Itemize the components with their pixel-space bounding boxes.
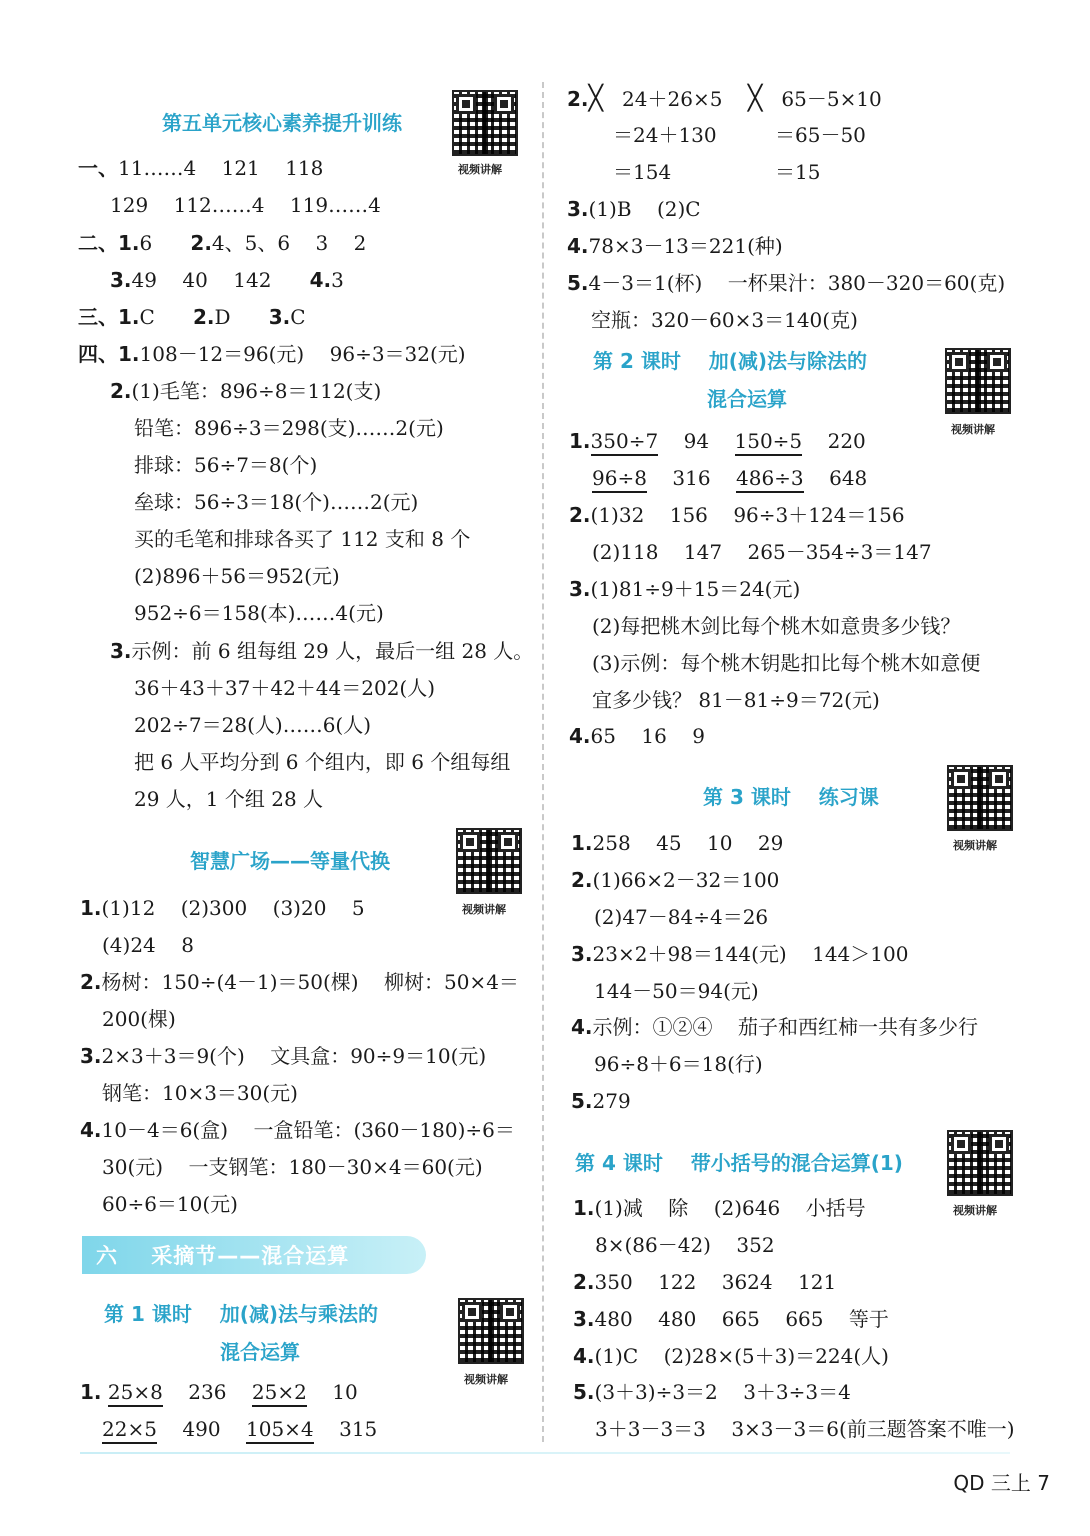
answer-line: 8×(86－42) 352: [595, 1233, 775, 1257]
answer-line: 22×5 490 105×4 315: [102, 1414, 377, 1444]
answer-line: (4)24 8: [102, 933, 194, 957]
lesson2-title: 第 2 课时 加(减)法与除法的: [593, 349, 867, 373]
answer-line: 1.(1)12 (2)300 (3)20 5: [80, 896, 365, 920]
answer-line: 29 人，1 个组 28 人: [134, 787, 324, 811]
lesson2-subtitle: 混合运算: [707, 387, 787, 411]
answer-line: 排球：56÷7＝8(个): [134, 453, 318, 477]
answer-line: 4.10－4＝6(盒) 一盒铅笔：(360－180)÷6＝: [80, 1118, 515, 1142]
answer-line: 空瓶：320－60×3＝140(克): [591, 308, 858, 332]
qr-code-icon[interactable]: [947, 1130, 1013, 1196]
answer-line: 宜多少钱？ 81－81÷9＝72(元): [592, 688, 880, 712]
lesson3-title: 第 3 课时 练习课: [703, 785, 879, 809]
answer-line: ＝154: [613, 160, 672, 184]
answer-line: (2)118 147 265－354÷3＝147: [592, 540, 932, 564]
qr-label: 视频讲解: [458, 163, 502, 176]
qr-code-icon[interactable]: [452, 90, 518, 156]
answer-line: 144－50＝94(元): [594, 979, 759, 1003]
answer-line: 3.480 480 665 665 等于: [573, 1307, 889, 1331]
answer-line: (2)每把桃木剑比每个桃木如意贵多少钱？: [592, 614, 961, 638]
answer-line: 四、1.108－12＝96(元) 96÷3＝32(元): [78, 342, 466, 366]
answer-line: ＝24＋130: [613, 123, 717, 147]
answer-line: 3.示例：前 6 组每组 29 人，最后一组 28 人。: [110, 639, 534, 663]
answer-line: 4.78×3－13＝221(种): [567, 234, 783, 258]
lesson1-subtitle: 混合运算: [220, 1340, 300, 1364]
answer-line: 铅笔：896÷3＝298(支)……2(元): [134, 416, 444, 440]
answer-line: 60÷6＝10(元): [102, 1192, 238, 1216]
answer-line: 买的毛笔和排球各买了 112 支和 8 个: [134, 527, 471, 551]
unit5-title: 第五单元核心素养提升训练: [162, 111, 402, 135]
lesson4-title: 第 4 课时 带小括号的混合运算(1): [575, 1151, 903, 1175]
answer-line: 952÷6＝158(本)……4(元): [134, 601, 384, 625]
answer-line: 5.(3＋3)÷3＝2 3＋3÷3＝4: [573, 1380, 851, 1404]
answer-line: 96÷8 316 486÷3 648: [592, 463, 867, 493]
answer-line: 1.258 45 10 29: [571, 831, 784, 855]
answer-line: (2)47－84÷4＝26: [594, 905, 769, 929]
answer-line: 4.65 16 9: [569, 724, 705, 748]
answer-line: 2.(1)毛笔：896÷8＝112(支): [110, 379, 382, 403]
answer-line: 3＋3－3＝3 3×3－3＝6(前三题答案不唯一): [595, 1417, 1015, 1441]
qr-code-icon[interactable]: [458, 1298, 524, 1364]
page-footer: QD 三上 7: [953, 1471, 1050, 1495]
answer-line: 垒球：56÷3＝18(个)……2(元): [134, 490, 419, 514]
answer-line: 3.2×3＋3＝9(个) 文具盒：90÷9＝10(元): [80, 1044, 487, 1068]
answer-line: 36＋43＋37＋42＋44＝202(人): [134, 676, 436, 700]
qr-code-icon[interactable]: [456, 828, 522, 894]
qr-label: 视频讲解: [951, 423, 995, 436]
answer-line: 1. 25×8 236 25×2 10: [80, 1377, 358, 1407]
answer-line: 3.(1)81÷9＋15＝24(元): [569, 577, 801, 601]
answer-line: (3)示例：每个桃木钥匙扣比每个桃木如意便: [592, 651, 981, 675]
answer-line: 2.╳ 24＋26×5 ╳ 65－5×10: [567, 84, 882, 112]
answer-line: 129 112……4 119……4: [110, 193, 381, 217]
answer-line: ＝15: [775, 160, 821, 184]
answer-line: 钢笔：10×3＝30(元): [102, 1081, 298, 1105]
bottom-rule: [80, 1452, 1010, 1454]
qr-label: 视频讲解: [953, 1204, 997, 1217]
answer-line: 3.23×2＋98＝144(元) 144＞100: [571, 942, 909, 966]
answer-line: 三、1.C 2.D 3.C: [78, 305, 306, 329]
answer-line: ＝65－50: [775, 123, 866, 147]
answer-line: 96÷8＋6＝18(行): [594, 1052, 763, 1076]
answer-line: 2.杨树：150÷(4－1)＝50(棵) 柳树：50×4＝: [80, 970, 519, 994]
answer-line: 2.350 122 3624 121: [573, 1270, 837, 1294]
answer-line: (2)896＋56＝952(元): [134, 564, 340, 588]
answer-line: 2.(1)66×2－32＝100: [571, 868, 780, 892]
answer-line: 5.4－3＝1(杯) 一杯果汁：380－320＝60(克): [567, 271, 1006, 295]
answer-line: 1.(1)减 除 (2)646 小括号: [573, 1196, 866, 1220]
answer-line: 3.(1)B (2)C: [567, 197, 701, 221]
answer-line: 202÷7＝28(人)……6(人): [134, 713, 372, 737]
answer-line: 2.(1)32 156 96÷3＋124＝156: [569, 503, 905, 527]
answer-line: 4.示例：①②④ 茄子和西红柿一共有多少行: [571, 1015, 978, 1039]
answer-line: 4.(1)C (2)28×(5＋3)＝224(人): [573, 1344, 889, 1368]
wisdom-title: 智慧广场——等量代换: [190, 849, 390, 873]
answer-line: 3.49 40 142 4.3: [110, 268, 344, 292]
unit6-banner: 六 采摘节——混合运算: [82, 1236, 426, 1274]
qr-label: 视频讲解: [953, 839, 997, 852]
answer-line: 二、1.6 2.4、5、6 3 2: [78, 231, 367, 255]
answer-line: 1.350÷7 94 150÷5 220: [569, 426, 866, 456]
answer-line: 把 6 人平均分到 6 个组内，即 6 个组每组: [134, 750, 511, 774]
qr-label: 视频讲解: [462, 903, 506, 916]
answer-line: 200(棵): [102, 1007, 176, 1031]
qr-label: 视频讲解: [464, 1373, 508, 1386]
answer-line: 一、11……4 121 118: [78, 156, 324, 180]
qr-code-icon[interactable]: [947, 765, 1013, 831]
answer-line: 30(元) 一支钢笔：180－30×4＝60(元): [102, 1155, 483, 1179]
qr-code-icon[interactable]: [945, 348, 1011, 414]
column-divider: [542, 82, 544, 1442]
answer-line: 5.279: [571, 1089, 631, 1113]
lesson1-title: 第 1 课时 加(减)法与乘法的: [104, 1302, 378, 1326]
